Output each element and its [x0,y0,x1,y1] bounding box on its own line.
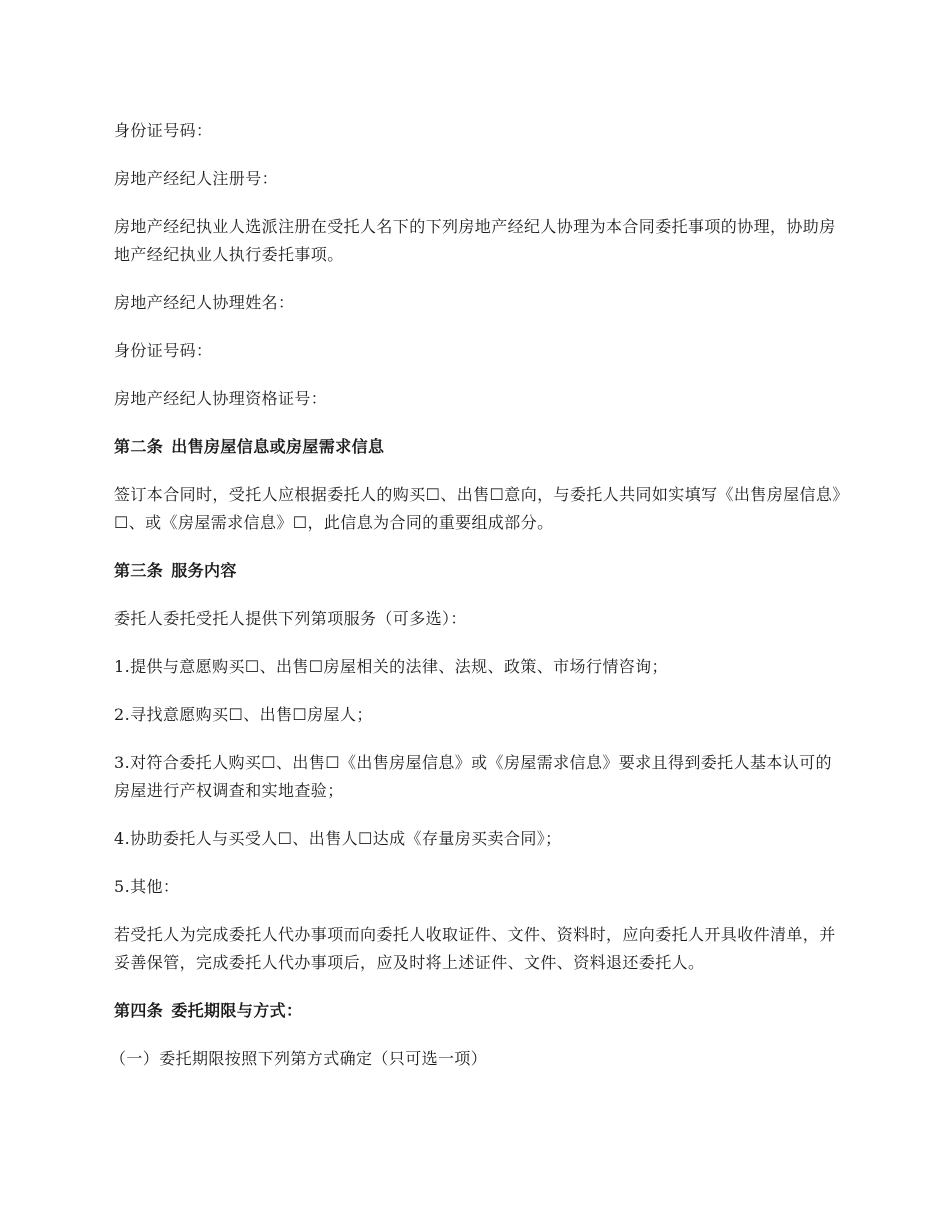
service-item-5: 5.其他： [114,877,180,896]
service-item-3: 3.对符合委托人购买☐、出售☐《出售房屋信息》或《房屋需求信息》要求且得到委托人基本认可的房屋进行产权调查和实地查验； [114,753,832,800]
assistant-assignment-paragraph: 房地产经纪执业人选派注册在受托人名下的下列房地产经纪人协理为本合同委托事项的协理，协助房地产经纪执业人执行委托事项。 [114,217,836,264]
service-item-1: 1.提供与意愿购买☐、出售☐房屋相关的法律、法规、政策、市场行情咨询； [114,657,668,676]
service-intro-line: 委托人委托受托人提供下列第项服务（可多选）： [114,609,467,628]
document-page [110,117,842,1073]
article-number: 第四条 [114,1001,164,1020]
article-title: 服务内容 [171,561,237,580]
assistant-certificate-line: 房地产经纪人协理资格证号： [114,389,328,408]
article-number: 第二条 [114,437,164,456]
article-2-paragraph: 签订本合同时，受托人应根据委托人的购买☐、出售☐意向，与委托人共同如实填写《出售房屋信息》☐、或《房屋需求信息》☐，此信息为合同的重要组成部分。 [114,485,841,532]
article-title: 出售房屋信息或房屋需求信息 [171,437,385,456]
documents-custody-paragraph: 若受托人为完成委托人代办事项而向委托人收取证件、文件、资料时，应向委托人开具收件清单，并妥善保管，完成委托人代办事项后，应及时将上述证件、文件、资料退还委托人。 [114,925,836,972]
assistant-name-line: 房地产经纪人协理姓名： [114,293,295,312]
article-4-heading [114,997,842,1025]
service-item-4: 4.协助委托人与买受人☐、出售人☐达成《存量房买卖合同》； [114,829,562,848]
article-3-heading [114,557,842,585]
term-method-line: （一）委托期限按照下列第方式确定（只可选一项） [110,1049,488,1068]
assistant-id-line: 身份证号码： [114,341,213,360]
agent-registration-line: 房地产经纪人注册号： [114,169,279,188]
service-item-2: 2.寻找意愿购买☐、出售☐房屋人； [114,705,373,724]
article-2-heading [114,433,842,461]
article-number: 第三条 [114,561,164,580]
id-number-line: 身份证号码： [114,121,213,140]
article-title: 委托期限与方式： [171,1001,303,1020]
